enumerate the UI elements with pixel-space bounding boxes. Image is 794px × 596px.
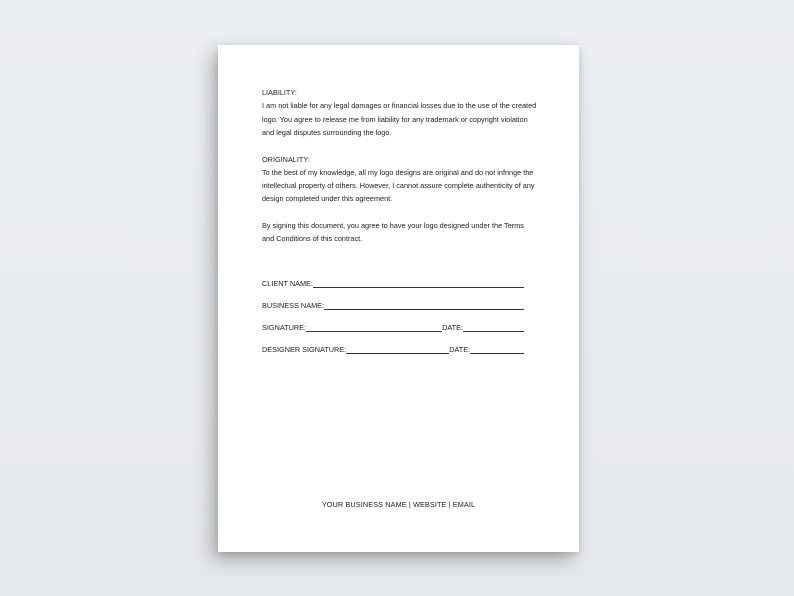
designer-signature-line [346, 345, 449, 354]
signature-line [306, 323, 442, 332]
signature-label: SIGNATURE: [262, 323, 307, 332]
designer-signature-label: DESIGNER SIGNATURE: [262, 345, 347, 354]
signature-fields [262, 277, 524, 365]
business-name-line [324, 301, 524, 310]
contract-body [262, 86, 537, 259]
liability-section [262, 86, 537, 139]
designer-signature-row [262, 343, 524, 354]
originality-section [262, 153, 537, 206]
page-footer: YOUR BUSINESS NAME | WEBSITE | EMAIL [321, 500, 476, 509]
liability-text: I am not liable for any legal damages or financial losses due to the use of the created logo. You agree to release me from liability for any trademark or copyright violation and legal disputes surrounding the logo. [262, 101, 537, 137]
client-name-row [262, 277, 524, 288]
signature-row [262, 321, 524, 332]
contract-page [218, 45, 579, 552]
designer-date-line [470, 345, 524, 354]
date-line [463, 323, 524, 332]
agreement-text: By signing this document, you agree to have your logo designed under the Terms and Conditions of this contract. [262, 221, 524, 244]
designer-date-label: DATE: [449, 345, 471, 354]
business-name-row [262, 299, 524, 310]
liability-heading: LIABILITY: [262, 88, 297, 97]
date-label: DATE: [442, 323, 464, 332]
originality-text: To the best of my knowledge, all my logo designs are original and do not infringe the intellectual property of others. However, I cannot assure complete authenticity of any design completed under this agreement. [262, 167, 535, 204]
business-name-label: BUSINESS NAME: [262, 301, 325, 310]
originality-heading: ORIGINALITY: [262, 154, 310, 164]
client-name-label: CLIENT NAME: [262, 279, 313, 288]
client-name-line [313, 279, 524, 288]
